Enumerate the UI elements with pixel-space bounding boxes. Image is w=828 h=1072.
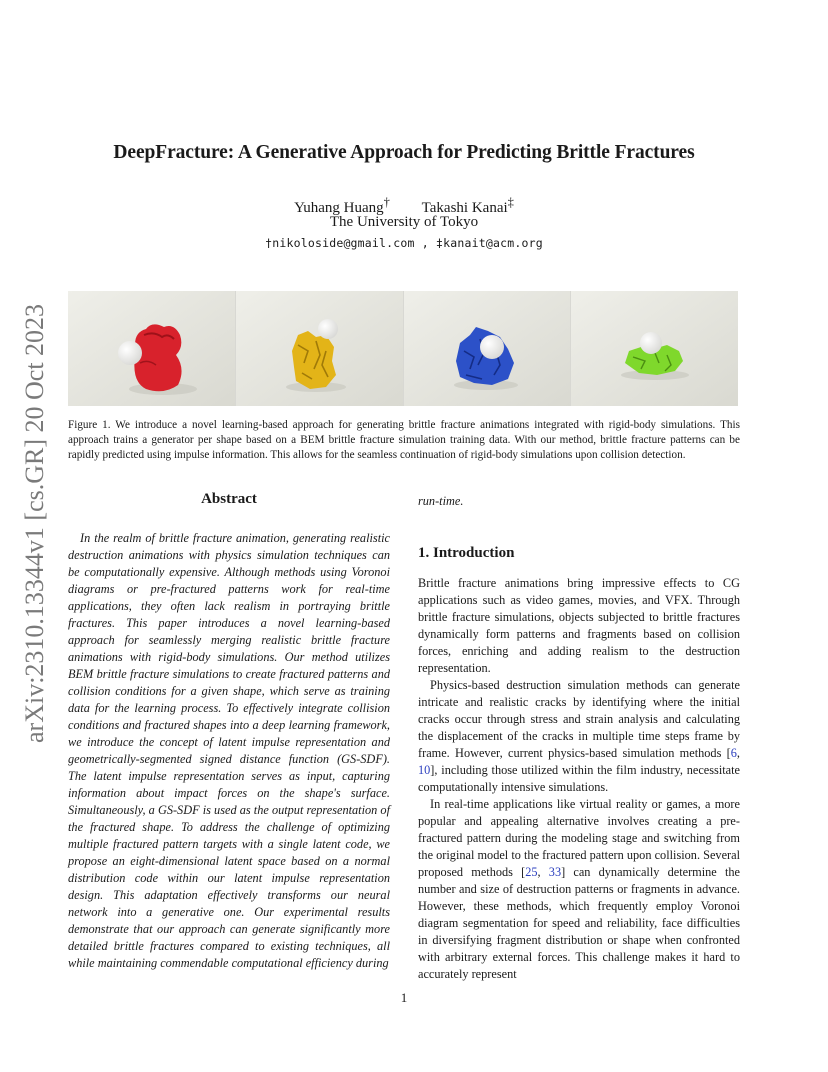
teaser-panel-blue-bunny [403, 291, 571, 406]
abstract-heading: Abstract [201, 491, 257, 507]
blue-bunny-image [404, 291, 571, 406]
affiliation: The University of Tokyo [329, 214, 479, 230]
intro-paragraph-3: In real-time applications like virtual reality or games, a more popular and appealing alternative involves creating a pre-fractured pattern during the modeling stage and switching from the original model to the fractured pattern upon collision. Several proposed methods [25, 33] can dynamically determine the number and size of destruction patterns or fragments in advance. However, these methods, which frequently employ Voronoi diagram segmentation for speed and reliability, face difficulties in diversifying fragment distribution or shape when confronted with arbitrary external forces. This challenge makes it hard to accurately represent [418, 797, 740, 981]
author-emails: †nikoloside@gmail.com , ‡kanait@acm.org [265, 236, 543, 250]
paper-title: DeepFracture: A Generative Approach for Predicting Brittle Fractures [113, 142, 695, 163]
introduction-body [418, 575, 740, 983]
figure-caption: Figure 1. We introduce a novel learning-based approach for generating brittle fracture animations integrated with rigid-body simulations. This approach trains a generator per shape based on a BEM brittle fracture simulation training data. With our method, brittle fracture patterns can be rapidly predicted using impulse information. This allows for the seamless continuation of rigid-body simulations upon collision detection. [68, 419, 740, 461]
author-mark: ‡ [507, 195, 514, 209]
yellow-bunny-image [236, 291, 403, 406]
abstract-continuation: run-time. [418, 494, 464, 508]
citation-link[interactable]: 6 [730, 746, 737, 760]
teaser-panel-yellow-bunny [235, 291, 403, 406]
citation-link[interactable]: 10 [418, 763, 431, 777]
introduction-heading: 1. Introduction [418, 545, 515, 561]
intro-paragraph-1: Brittle fracture animations bring impressive effects to CG applications such as video games, movies, and VFX. Through brittle fracture simulations, objects subjected to brittle fractures dynamically form patterns and fragments based on collision forces, enriching and adding realism to the destruction representation. [418, 576, 740, 675]
abstract-text: In the realm of brittle fracture animation, generating realistic destruction animations with physics simulation techniques can be computationally expensive. Although methods using Voronoi diagrams or pre-fractured patterns work for real-time applications, they often lack realism in portraying brittle fractures. This paper introduces a novel learning-based approach for seamlessly merging realistic brittle fracture animations with rigid-body simulations. Our method utilizes BEM brittle fracture simulations to create fractured patterns and collision conditions for a given shape, which serve as training data for the learning process. To effectively integrate collision conditions and fractured shapes into a deep learning framework, we introduce the concept of latent impulse representation and geometrically-segmented signed distance function (GS-SDF). The latent impulse representation serves as input, capturing information about impact forces on the shape's surface. Simultaneously, a GS-SDF is used as the output representation of the fractured shape. To address the challenge of optimizing multiple fractured pattern targets with a single latent code, we propose an eight-dimensional latent space based on a normal distribution code within our latent impulse representation design. This adaptation effectively transforms our neural network into a generative one. Our experimental results demonstrate that our approach can generate significantly more detailed brittle fractures compared to existing techniques, all while maintaining commendable computational efficiency during [68, 531, 390, 970]
page-number: 1 [400, 990, 408, 1005]
green-bunny-image [571, 291, 738, 406]
teaser-panel-red-bunny [68, 291, 235, 406]
teaser-figure [68, 291, 738, 406]
red-bunny-image [68, 291, 235, 406]
teaser-panel-green-bunny [570, 291, 738, 406]
arxiv-identifier: arXiv:2310.13344v1 [cs.GR] 20 Oct 2023 [20, 303, 49, 743]
author-mark: † [383, 195, 390, 209]
citation-link[interactable]: 25 [525, 865, 538, 879]
author-name: Takashi Kanai [421, 200, 508, 216]
citation-link[interactable]: 33 [548, 865, 562, 879]
author-name: Yuhang Huang [294, 200, 384, 216]
intro-paragraph-2: Physics-based destruction simulation methods can generate intricate and realistic cracks by identifying where the initial cracks occur through stress and strain analysis and calculating the displacement of the cracks in multiple time steps frame by frame. However, current physics-based simulation methods [6, 10], including those utilized within the film industry, necessitate computationally intensive simulations. [418, 678, 740, 794]
